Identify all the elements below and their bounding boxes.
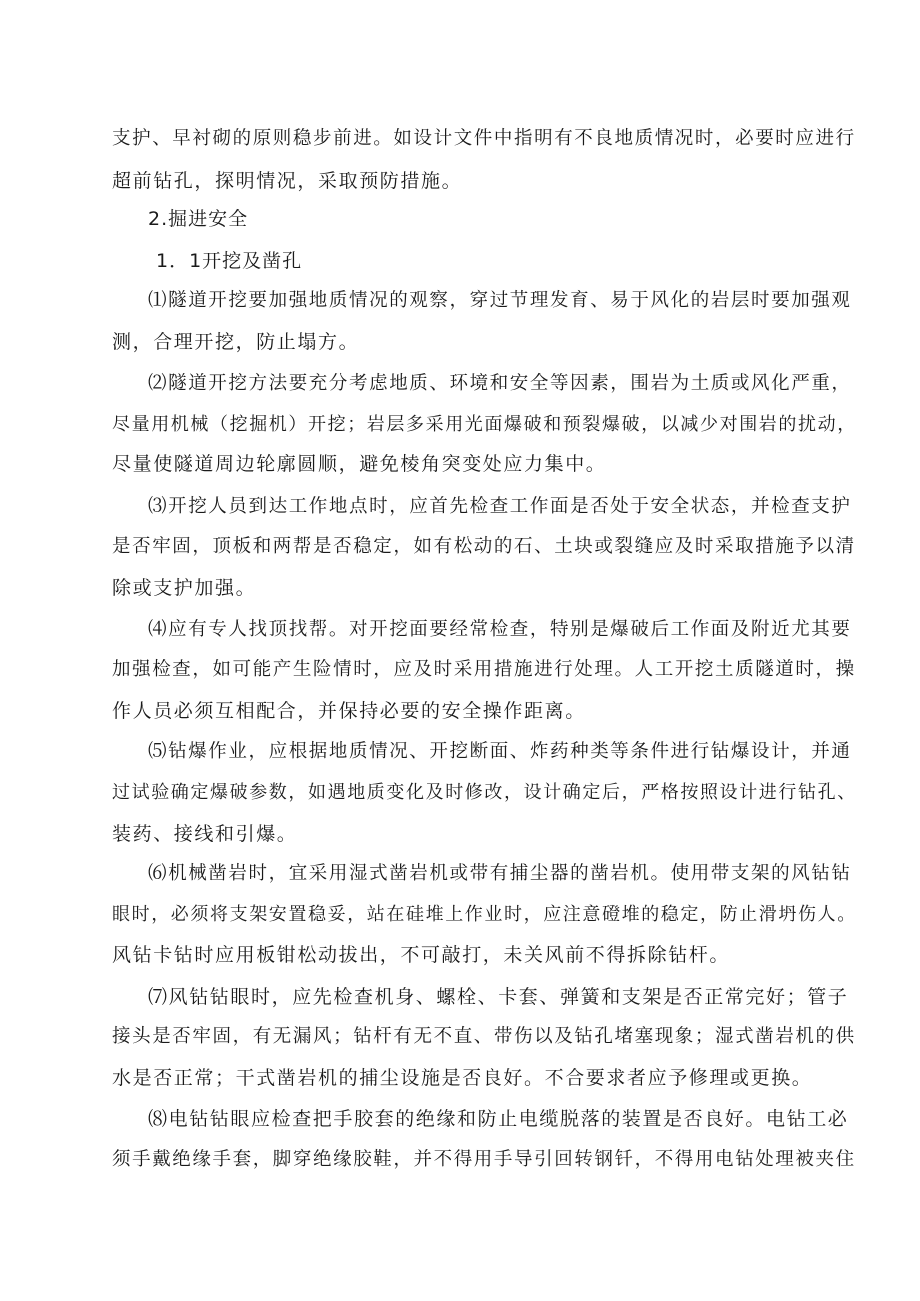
list-item-line: ⑶开挖人员到达工作地点时，应首先检查工作面是否处于安全状态，并检查支护	[148, 496, 852, 517]
paragraph-line: 支护、早衬砌的原则稳步前进。如设计文件中指明有不良地质情况时，必要时应进行	[112, 128, 856, 149]
list-item-line: 是否牢固，顶板和两帮是否稳定，如有松动的石、土块或裂缝应及时采取措施予以清	[112, 536, 856, 557]
paragraph-line: 超前钻孔，探明情况，采取预防措施。	[112, 170, 463, 192]
list-item-line: 作人员必须互相配合，并保持必要的安全操作距离。	[112, 700, 586, 722]
list-item-line: 须手戴绝缘手套，脚穿绝缘胶鞋，并不得用手导引回转钢钎，不得用电钻处理被夹住	[112, 1149, 856, 1170]
list-item-line: 接头是否牢固，有无漏风；钻杆有无不直、带伤以及钻孔堵塞现象；湿式凿岩机的供	[112, 1026, 856, 1047]
list-item-line: 尽量用机械（挖掘机）开挖；岩层多采用光面爆破和预裂爆破，以减少对围岩的扰动，	[112, 414, 857, 435]
list-item-line: ⑸钻爆作业，应根据地质情况、开挖断面、炸药种类等条件进行钻爆设计，并通	[148, 741, 852, 762]
list-item-line: 测，合理开挖，防止塌方。	[112, 331, 360, 353]
list-item-line: 过试验确定爆破参数，如遇地质变化及时修改，设计确定后，严格按照设计进行钻孔、	[112, 782, 857, 803]
list-item-line: 水是否正常；干式凿岩机的捕尘设施是否良好。不合要求者应予修理或更换。	[112, 1067, 813, 1089]
list-item-line: ⑵隧道开挖方法要充分考虑地质、环境和安全等因素，围岩为土质或风化严重，	[148, 373, 852, 394]
list-item-line: 加强检查，如可能产生险情时，应及时采用措施进行处理。人工开挖土质隧道时，操	[112, 659, 856, 680]
list-item-line: 眼时，必须将支架安置稳妥，站在硅堆上作业时，应注意磴堆的稳定，防止滑坍伤人。	[112, 904, 857, 925]
list-item-line: ⑻电钻钻眼应检查把手胶套的绝缘和防止电缆脱落的装置是否良好。电钻工必	[148, 1108, 849, 1130]
list-item-line: ⑺风钻钻眼时，应先检查机身、螺栓、卡套、弹簧和支架是否正常完好；管子	[148, 986, 849, 1008]
list-item-line: 除或支护加强。	[112, 577, 257, 599]
list-item-line: 风钻卡钻时应用板钳松动拔出，不可敲打，未关风前不得拆除钻杆。	[112, 944, 731, 966]
list-item-line: 装药、接线和引爆。	[112, 823, 298, 845]
list-item-line: ⑴隧道开挖要加强地质情况的观察，穿过节理发育、易于风化的岩层时要加强观	[148, 290, 852, 311]
list-item-line: ⑹机械凿岩时，宜采用湿式凿岩机或带有捕尘器的凿岩机。使用带支架的风钻钻	[148, 863, 852, 884]
list-item-line: 尽量使隧道周边轮廓圆顺，避免棱角突变处应力集中。	[112, 453, 607, 475]
subsection-title: 1．1开挖及凿孔	[156, 250, 303, 272]
list-item-line: ⑷应有专人找顶找帮。对开挖面要经常检查，特别是爆破后工作面及附近尤其要	[148, 619, 852, 640]
section-title: 2.掘进安全	[148, 208, 249, 230]
